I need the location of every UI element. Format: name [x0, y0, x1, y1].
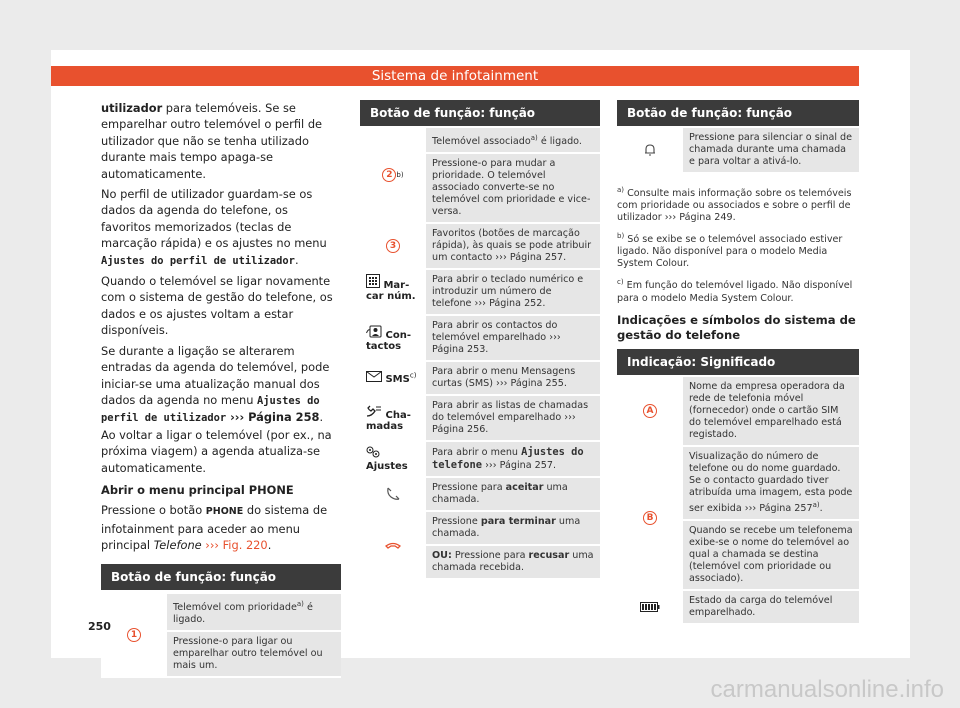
text: Pressione para	[432, 482, 506, 494]
text: .	[267, 538, 272, 553]
table-cell: Pressione-o para mudar a prioridade. O telemóvel associado converte-se no telemóvel com prioridade e vice-versa.	[426, 154, 600, 222]
table-cell	[426, 512, 600, 546]
table-header: Botão de função: função	[101, 564, 341, 590]
column-2	[360, 100, 600, 580]
footnote-c	[617, 276, 859, 304]
paragraph-2	[101, 186, 341, 269]
table-cell: Para abrir as listas de chamadas do telemóvel emparelhado ››› Página 256.	[426, 396, 600, 440]
column-1-text	[101, 100, 341, 554]
indication-table	[617, 349, 859, 625]
table-values	[426, 224, 600, 268]
table-values	[683, 128, 859, 172]
page-link[interactable]: ››› Página 258	[226, 410, 320, 425]
table-values	[683, 591, 859, 623]
table-header: Botão de função: função	[617, 100, 859, 126]
callout-3-icon: 3	[386, 239, 400, 253]
paragraph-1	[101, 100, 341, 182]
footnote-ref: a)	[617, 186, 625, 194]
text: Pressione o botão	[101, 503, 206, 518]
page-number: 250	[88, 620, 111, 633]
figure-link[interactable]: ››› Fig. 220	[201, 538, 268, 553]
table-row	[617, 447, 859, 591]
paragraph-5	[101, 502, 341, 553]
table-key	[360, 362, 426, 394]
text: Só se exibe se o telemóvel associado estiver ligado. Não disponível para o modelo Media System Colour.	[617, 234, 843, 270]
key-content	[366, 446, 420, 472]
subheading-open-menu: Abrir o menu principal PHONE	[101, 482, 294, 497]
envelope-icon	[366, 371, 382, 382]
phone-button-label: PHONE	[205, 506, 244, 518]
table-row	[360, 316, 600, 362]
footnote-b	[617, 230, 859, 270]
table-header: Indicação: Significado	[617, 349, 859, 375]
table-key	[360, 270, 426, 314]
bold-term: recusar	[528, 550, 570, 562]
text: .	[294, 252, 299, 267]
table-values	[426, 362, 600, 394]
table-row	[360, 442, 600, 478]
table-cell: Pressione-o para ligar ou emparelhar outro telemóvel ou mais um.	[167, 632, 341, 676]
table-values	[683, 447, 859, 589]
column-3	[617, 100, 859, 625]
table-key	[360, 128, 426, 222]
keypad-icon	[366, 274, 380, 288]
text: Consulte mais informação sobre os telemóveis com prioridade ou associados e sobre o perfil de utilizador ››› Página 249.	[617, 188, 852, 224]
table-cell: Estado da carga do telemóvel emparelhado.	[683, 591, 859, 623]
text: Se durante a ligação se alterarem entradas da agenda do telemóvel, pode iniciar-se uma atualização manual dos dados da agenda no menu	[101, 343, 330, 407]
key-label: SMS	[385, 374, 410, 386]
text: Visualização do número de telefone ou do nome guardado. Se o contacto guardado tiver atribuída uma imagem, esta pode ser exibida ››› Página 257	[689, 450, 853, 514]
key-content	[366, 325, 420, 352]
text: ››› Página 257.	[482, 460, 557, 472]
battery-icon	[640, 602, 660, 612]
table-cell: Para abrir o menu Mensagens curtas (SMS) ››› Página 255.	[426, 362, 600, 394]
callout-a-icon: A	[643, 404, 657, 418]
text: é ligado.	[537, 136, 582, 148]
text: é ligado.	[173, 601, 313, 625]
footnote-ref: c)	[409, 371, 417, 380]
table-cell: Nome da empresa operadora da rede de telefonia móvel (fornecedor) onde o cartão SIM do telemóvel emparelhado está registado.	[683, 377, 859, 445]
menu-name: Ajustes do telefone	[432, 446, 584, 472]
footnote-ref: a)	[296, 599, 304, 608]
menu-name: Ajustes do perfil de utilizador	[101, 394, 320, 425]
text: Para abrir o menu	[432, 447, 522, 459]
table-cell: Para abrir o teclado numérico e introduzir um número de telefone ››› Página 252.	[426, 270, 600, 314]
table-row	[360, 362, 600, 396]
column-1	[101, 100, 341, 678]
table-key	[360, 316, 426, 360]
text: Pressione	[432, 516, 481, 528]
text: Em função do telemóvel ligado. Não disponível para o modelo Media System Colour.	[617, 280, 853, 304]
table-cell: Quando se recebe um telefonema exibe-se o nome do telemóvel ao qual a chamada se destina (telemóvel com prioridade ou associado).	[683, 521, 859, 589]
watermark: carmanualsonline.info	[710, 676, 944, 703]
table-cell	[426, 478, 600, 510]
text: uma chamada.	[432, 482, 568, 506]
table-key	[360, 478, 426, 510]
key-label: Ajustes	[366, 461, 408, 473]
table-cell	[167, 594, 341, 632]
footnote-ref: b)	[617, 232, 625, 241]
callout-1-icon: 1	[127, 628, 141, 642]
function-table-1	[101, 564, 341, 678]
table-key	[101, 594, 167, 676]
footnote-ref: b)	[396, 171, 404, 180]
footnote-ref: c)	[617, 278, 624, 287]
text: . Ao voltar a ligar o telemóvel (por ex., na próxima viagem) a agenda atualiza-se automaticamente.	[101, 410, 332, 475]
table-row	[360, 478, 600, 512]
footnote-ref: a)	[530, 134, 538, 142]
key-content	[366, 274, 420, 302]
table-key	[617, 447, 683, 589]
table-row	[360, 128, 600, 224]
text: uma chamada.	[432, 516, 581, 540]
table-key	[617, 377, 683, 445]
table-row	[360, 224, 600, 270]
table-cell: Pressione para silenciar o sinal de chamada durante uma chamada e para voltar a ativá-lo.	[683, 128, 859, 172]
menu-name: Ajustes do perfil de utilizador	[101, 254, 295, 267]
table-values	[426, 270, 600, 314]
table-cell	[426, 546, 600, 578]
text: do sistema de infotainment para aceder ao menu principal	[101, 503, 328, 553]
section-heading: Indicações e símbolos do sistema de gestão do telefone	[617, 312, 856, 342]
callout-2-icon: 2	[382, 168, 396, 182]
bold-term: para terminar	[480, 516, 556, 528]
bold-term: aceitar	[505, 482, 544, 494]
table-values	[426, 512, 600, 578]
key-content	[366, 405, 420, 432]
text: No perfil de utilizador guardam-se os dados da agenda do telefone, os favoritos memorizados (teclas de marcação rápida) e os ajustes no menu	[101, 187, 327, 251]
table-key	[617, 128, 683, 172]
table-values	[426, 316, 600, 360]
table-row	[360, 512, 600, 580]
table-key	[617, 591, 683, 623]
table-values	[426, 442, 600, 476]
table-row	[360, 270, 600, 316]
footnote-a	[617, 184, 859, 224]
page-header: Sistema de infotainment	[51, 66, 859, 86]
end-call-icon	[385, 541, 401, 549]
table-cell	[426, 128, 600, 154]
table-row	[617, 377, 859, 447]
bold-term: utilizador	[101, 101, 163, 115]
paragraph-4	[101, 343, 341, 476]
table-values	[426, 128, 600, 222]
text: Pressione para	[451, 550, 529, 562]
table-row	[617, 128, 859, 174]
key-content	[366, 371, 416, 385]
table-cell: Para abrir os contactos do telemóvel emparelhado ››› Página 253.	[426, 316, 600, 360]
table-values	[426, 478, 600, 510]
callout-b-icon: B	[643, 511, 657, 525]
text: uma chamada recebida.	[432, 550, 594, 574]
table-values	[426, 396, 600, 440]
table-cell: Favoritos (botões de marcação rápida), às quais se pode atribuir um contacto ››› Página 257.	[426, 224, 600, 268]
key-label: Chamadas	[366, 409, 411, 432]
table-row	[101, 594, 341, 678]
contacts-icon	[366, 325, 382, 338]
text: Telemóvel associado	[432, 136, 531, 148]
paragraph-3: Quando o telemóvel se ligar novamente com o sistema de gestão do telefone, os dados e os ajustes voltam a estar disponíveis.	[101, 274, 333, 338]
table-key	[360, 396, 426, 440]
call-list-icon	[366, 405, 382, 418]
text: Telefone	[153, 538, 202, 553]
table-row	[360, 396, 600, 442]
text: .	[819, 502, 823, 514]
table-header: Botão de função: função	[360, 100, 600, 126]
table-cell	[426, 442, 600, 476]
table-values	[683, 377, 859, 445]
key-label: Contactos	[366, 329, 411, 352]
settings-gears-icon	[366, 446, 380, 458]
footnotes	[617, 184, 859, 305]
footnote-ref: a)	[812, 500, 820, 509]
table-cell	[683, 447, 859, 521]
text: Telemóvel com prioridade	[173, 601, 297, 613]
text: para telemóveis. Se se emparelhar outro telemóvel o perfil de utilizador que não se tenha utilizado durante mais tempo apaga-se automaticamente.	[101, 101, 323, 181]
table-key	[360, 442, 426, 476]
table-key	[360, 224, 426, 268]
bold-term: OU:	[432, 550, 452, 562]
table-key	[360, 512, 426, 578]
table-row	[617, 591, 859, 625]
bell-mute-icon	[643, 143, 657, 157]
table-values	[167, 594, 341, 676]
key-label: Marcar núm.	[366, 280, 416, 303]
accept-call-icon	[386, 487, 400, 501]
